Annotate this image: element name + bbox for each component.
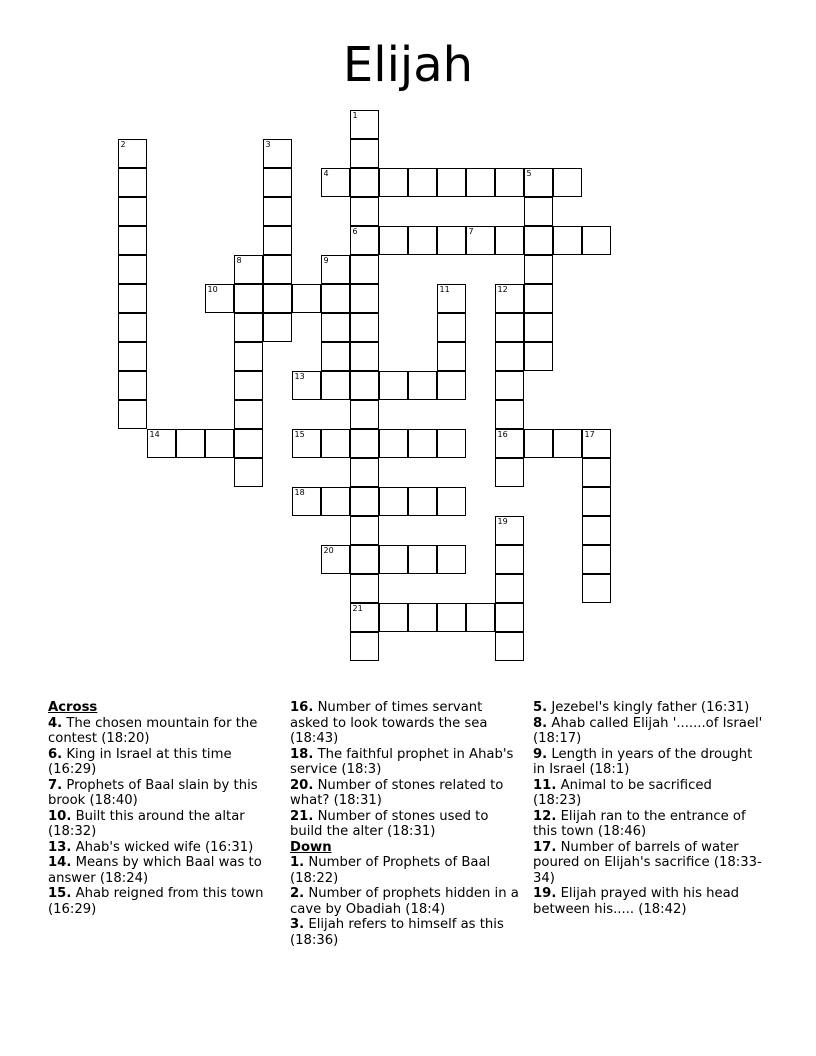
clue-item-number: 1. <box>290 855 305 870</box>
clue-number: 17 <box>584 430 595 439</box>
clue-number: 10 <box>207 285 218 294</box>
crossword-cell[interactable] <box>495 342 524 371</box>
crossword-cell[interactable] <box>408 168 437 197</box>
clue-item-text: Built this around the altar (18:32) <box>48 808 245 839</box>
crossword-cell[interactable] <box>495 603 524 632</box>
crossword-cell[interactable] <box>437 284 466 313</box>
crossword-cell[interactable] <box>408 226 437 255</box>
crossword-cell[interactable] <box>118 400 147 429</box>
crossword-cell[interactable] <box>582 487 611 516</box>
clue-item-text: Number of times servant asked to look towards the sea (18:43) <box>290 700 488 746</box>
crossword-cell[interactable] <box>350 255 379 284</box>
crossword-cell[interactable] <box>263 168 292 197</box>
crossword-cell[interactable] <box>524 342 553 371</box>
clue-item <box>48 747 276 778</box>
crossword-cell[interactable] <box>263 226 292 255</box>
clue-item-text: Ahab's wicked wife (16:31) <box>71 839 254 855</box>
crossword-cell[interactable] <box>118 342 147 371</box>
clue-number: 9 <box>323 256 329 265</box>
clue-item-number: 17. <box>533 839 557 855</box>
crossword-cell[interactable] <box>553 429 582 458</box>
clue-item-number: 15. <box>48 886 72 901</box>
clue-item-number: 20. <box>290 777 314 793</box>
crossword-cell[interactable] <box>321 168 350 197</box>
clue-item-text: King in Israel at this time (16:29) <box>48 746 232 777</box>
crossword-cell[interactable] <box>292 284 321 313</box>
crossword-cell[interactable] <box>350 487 379 516</box>
clue-item-number: 6. <box>48 746 63 762</box>
clue-item-text: Number of Prophets of Baal (18:22) <box>290 855 491 886</box>
crossword-cell[interactable] <box>350 429 379 458</box>
crossword-cell[interactable] <box>176 429 205 458</box>
crossword-cell[interactable] <box>263 255 292 284</box>
crossword-cell[interactable] <box>582 545 611 574</box>
clue-item <box>290 809 520 840</box>
crossword-cell[interactable] <box>350 139 379 168</box>
crossword-cell[interactable] <box>321 429 350 458</box>
clue-item <box>48 840 276 856</box>
crossword-cell[interactable] <box>234 255 263 284</box>
crossword-cell[interactable] <box>495 516 524 545</box>
crossword-cell[interactable] <box>350 400 379 429</box>
clue-item-text: The chosen mountain for the contest (18:20) <box>48 715 258 746</box>
clue-number: 15 <box>294 430 305 439</box>
crossword-cell[interactable] <box>205 429 234 458</box>
crossword-cell[interactable] <box>321 487 350 516</box>
crossword-cell[interactable] <box>495 574 524 603</box>
crossword-cell[interactable] <box>350 110 379 139</box>
clue-item-number: 7. <box>48 777 63 793</box>
clue-number: 6 <box>352 227 358 236</box>
crossword-cell[interactable] <box>495 284 524 313</box>
crossword-cell[interactable] <box>234 458 263 487</box>
crossword-cell[interactable] <box>234 313 263 342</box>
clue-item-text: Ahab reigned from this town (16:29) <box>48 886 264 917</box>
clue-item-text: Means by which Baal was to answer (18:24) <box>48 855 262 886</box>
clue-item-text: The faithful prophet in Ahab's service (18:3) <box>290 746 514 777</box>
crossword-cell[interactable] <box>234 400 263 429</box>
clue-item <box>533 809 763 840</box>
clue-item <box>48 778 276 809</box>
crossword-cell[interactable] <box>205 284 234 313</box>
crossword-cell[interactable] <box>408 487 437 516</box>
crossword-cell[interactable] <box>437 313 466 342</box>
clue-number: 7 <box>468 227 474 236</box>
crossword-cell[interactable] <box>350 226 379 255</box>
crossword-cell[interactable] <box>437 603 466 632</box>
crossword-cell[interactable] <box>437 487 466 516</box>
clue-item-text: Length in years of the drought in Israel (18:1) <box>533 746 753 777</box>
crossword-cell[interactable] <box>437 371 466 400</box>
crossword-cell[interactable] <box>495 226 524 255</box>
crossword-cell[interactable] <box>118 226 147 255</box>
crossword-cell[interactable] <box>408 545 437 574</box>
clue-item-number: 10. <box>48 808 72 824</box>
crossword-cell[interactable] <box>321 255 350 284</box>
crossword-cell[interactable] <box>350 313 379 342</box>
clue-item <box>533 716 763 747</box>
crossword-cell[interactable] <box>495 632 524 661</box>
crossword-cell[interactable] <box>263 284 292 313</box>
crossword-cell[interactable] <box>524 313 553 342</box>
clue-item-number: 11. <box>533 777 557 793</box>
clue-number: 4 <box>323 169 329 178</box>
crossword-cell[interactable] <box>350 516 379 545</box>
clue-item-number: 16. <box>290 700 314 715</box>
crossword-cell[interactable] <box>379 545 408 574</box>
clue-item <box>533 840 763 887</box>
clues-column-1 <box>48 700 276 917</box>
clue-number: 20 <box>323 546 334 555</box>
crossword-cell[interactable] <box>379 226 408 255</box>
crossword-cell[interactable] <box>234 284 263 313</box>
clue-item-text: Number of stones used to build the alter (18:31) <box>290 808 489 839</box>
clue-number: 12 <box>497 285 508 294</box>
clue-item-text: Elijah refers to himself as this (18:36) <box>290 917 504 948</box>
clue-item-number: 12. <box>533 808 557 824</box>
crossword-cell[interactable] <box>350 574 379 603</box>
clue-item-text: Jezebel's kingly father (16:31) <box>547 700 750 715</box>
crossword-cell[interactable] <box>321 342 350 371</box>
crossword-cell[interactable] <box>582 458 611 487</box>
crossword-cell[interactable] <box>118 168 147 197</box>
crossword-cell[interactable] <box>524 226 553 255</box>
crossword-cell[interactable] <box>495 168 524 197</box>
crossword-cell[interactable] <box>147 429 176 458</box>
crossword-cell[interactable] <box>495 545 524 574</box>
clue-section-heading: Down <box>290 839 332 855</box>
crossword-cell[interactable] <box>437 545 466 574</box>
crossword-cell[interactable] <box>437 342 466 371</box>
clue-item-number: 5. <box>533 700 548 715</box>
clue-item <box>48 716 276 747</box>
crossword-cell[interactable] <box>292 487 321 516</box>
crossword-cell[interactable] <box>234 371 263 400</box>
clue-item-text: Number of stones related to what? (18:31) <box>290 777 504 808</box>
crossword-cell[interactable] <box>118 371 147 400</box>
clue-number: 18 <box>294 488 305 497</box>
crossword-cell[interactable] <box>582 429 611 458</box>
clue-item <box>48 809 276 840</box>
clue-item-number: 8. <box>533 715 548 731</box>
crossword-cell[interactable] <box>582 226 611 255</box>
crossword-cell[interactable] <box>437 429 466 458</box>
clue-number: 14 <box>149 430 160 439</box>
crossword-cell[interactable] <box>524 255 553 284</box>
clue-number: 13 <box>294 372 305 381</box>
clue-number: 16 <box>497 430 508 439</box>
crossword-cell[interactable] <box>350 342 379 371</box>
clue-number: 2 <box>120 140 126 149</box>
crossword-cell[interactable] <box>292 371 321 400</box>
crossword-cell[interactable] <box>118 197 147 226</box>
clue-item <box>48 855 276 886</box>
clue-item <box>533 747 763 778</box>
clue-item <box>48 886 276 917</box>
clue-item <box>290 778 520 809</box>
crossword-cell[interactable] <box>118 284 147 313</box>
clue-item <box>290 886 520 917</box>
crossword-cell[interactable] <box>263 197 292 226</box>
clue-item-number: 3. <box>290 917 305 932</box>
crossword-cell[interactable] <box>553 226 582 255</box>
clue-item-number: 4. <box>48 715 63 731</box>
clue-item-text: Elijah ran to the entrance of this town (18:46) <box>533 808 746 839</box>
clue-number: 1 <box>352 111 358 120</box>
crossword-cell[interactable] <box>495 371 524 400</box>
clue-item-number: 21. <box>290 808 314 824</box>
clue-item-number: 18. <box>290 746 314 762</box>
crossword-cell[interactable] <box>234 429 263 458</box>
crossword-cell[interactable] <box>466 226 495 255</box>
crossword-cell[interactable] <box>118 313 147 342</box>
crossword-cell[interactable] <box>437 168 466 197</box>
crossword-cell[interactable] <box>321 313 350 342</box>
clue-item-number: 2. <box>290 886 305 901</box>
crossword-cell[interactable] <box>495 458 524 487</box>
crossword-cell[interactable] <box>292 429 321 458</box>
crossword-cell[interactable] <box>350 603 379 632</box>
clue-item <box>290 855 520 886</box>
clue-item-text: Elijah prayed with his head between his..... (18:42) <box>533 886 740 917</box>
crossword-cell[interactable] <box>582 516 611 545</box>
crossword-cell[interactable] <box>408 603 437 632</box>
crossword-cell[interactable] <box>350 284 379 313</box>
clue-item <box>290 747 520 778</box>
clue-section-heading: Across <box>48 700 98 715</box>
clue-item-number: 14. <box>48 855 72 870</box>
clue-item <box>533 700 763 716</box>
clue-number: 8 <box>236 256 242 265</box>
crossword-cell[interactable] <box>379 371 408 400</box>
clue-item-number: 13. <box>48 839 72 855</box>
crossword-cell[interactable] <box>524 168 553 197</box>
clue-number: 19 <box>497 517 508 526</box>
crossword-cell[interactable] <box>350 371 379 400</box>
clue-item <box>290 700 520 747</box>
crossword-cell[interactable] <box>350 168 379 197</box>
crossword-cell[interactable] <box>495 313 524 342</box>
clue-item <box>290 917 520 948</box>
crossword-cell[interactable] <box>524 284 553 313</box>
crossword-cell[interactable] <box>350 545 379 574</box>
crossword-cell[interactable] <box>263 313 292 342</box>
clue-item-number: 19. <box>533 886 557 901</box>
puzzle-title: Elijah <box>342 37 474 93</box>
crossword-cell[interactable] <box>263 139 292 168</box>
crossword-cell[interactable] <box>466 603 495 632</box>
crossword-cell[interactable] <box>321 545 350 574</box>
clue-item-number: 9. <box>533 746 548 762</box>
crossword-cell[interactable] <box>234 342 263 371</box>
crossword-cell[interactable] <box>118 255 147 284</box>
crossword-cell[interactable] <box>379 168 408 197</box>
clues-column-2 <box>290 700 520 948</box>
crossword-cell[interactable] <box>524 197 553 226</box>
crossword-cell[interactable] <box>350 632 379 661</box>
crossword-cell[interactable] <box>466 168 495 197</box>
crossword-cell[interactable] <box>321 284 350 313</box>
clue-item <box>533 778 763 809</box>
clue-item-text: Ahab called Elijah '.......of Israel' (18:17) <box>533 715 763 746</box>
crossword-cell[interactable] <box>582 574 611 603</box>
clue-number: 11 <box>439 285 450 294</box>
crossword-cell[interactable] <box>379 487 408 516</box>
clues-column-3 <box>533 700 763 917</box>
crossword-cell[interactable] <box>524 429 553 458</box>
crossword-cell[interactable] <box>379 603 408 632</box>
crossword-cell[interactable] <box>379 429 408 458</box>
crossword-cell[interactable] <box>350 197 379 226</box>
crossword-cell[interactable] <box>408 371 437 400</box>
crossword-cell[interactable] <box>408 429 437 458</box>
clue-item-text: Number of barrels of water poured on Elijah's sacrifice (18:33-34) <box>533 839 762 886</box>
clue-item-text: Number of prophets hidden in a cave by Obadiah (18:4) <box>290 886 519 917</box>
crossword-cell[interactable] <box>437 226 466 255</box>
clue-item-text: Animal to be sacrificed (18:23) <box>533 777 712 808</box>
clue-item <box>533 886 763 917</box>
clue-number: 21 <box>352 604 363 613</box>
clue-number: 3 <box>265 140 271 149</box>
crossword-cell[interactable] <box>350 458 379 487</box>
crossword-cell[interactable] <box>495 400 524 429</box>
crossword-cell[interactable] <box>495 429 524 458</box>
clue-item-text: Prophets of Baal slain by this brook (18:40) <box>48 777 258 808</box>
crossword-cell[interactable] <box>118 139 147 168</box>
crossword-cell[interactable] <box>321 371 350 400</box>
clue-number: 5 <box>526 169 532 178</box>
crossword-cell[interactable] <box>553 168 582 197</box>
